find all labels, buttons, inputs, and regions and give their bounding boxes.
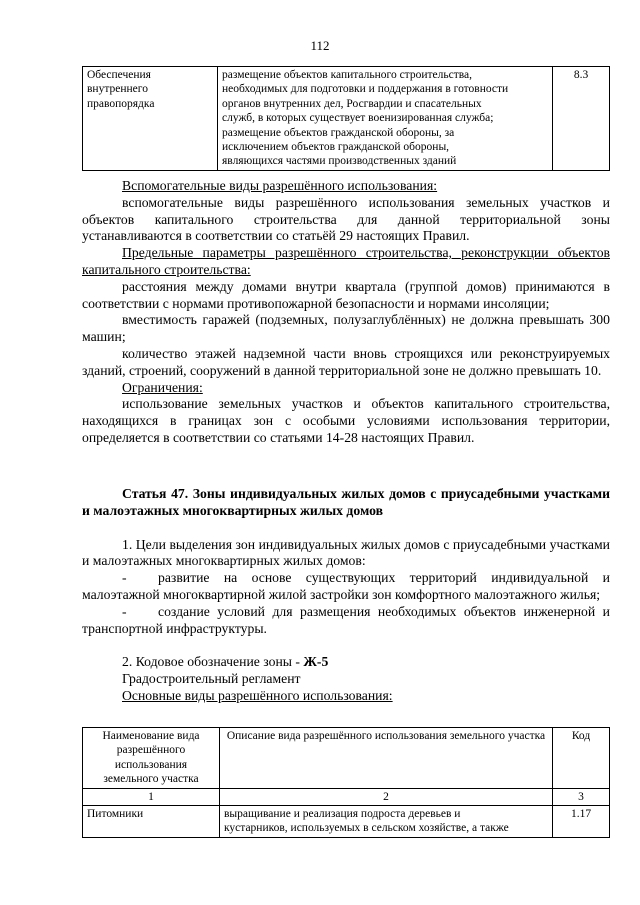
- goal-1: развитие на основе существующих территорий индивидуальной и малоэтажной многоквартирной жилой застройки зон комфортного малоэтажного жилья;: [82, 570, 610, 602]
- regulation-title: Градостроительный регламент: [122, 671, 301, 687]
- header-name: Наименование вида разрешённого использования земельного участка: [83, 728, 220, 789]
- description-line: исключением объектов гражданской обороны,: [222, 141, 450, 154]
- description-line: размещение объектов гражданской обороны, за: [222, 126, 455, 139]
- description-line: необходимых для подготовки и поддержания в готовности: [222, 83, 509, 96]
- table-row: [83, 67, 610, 171]
- bullet-dash: -: [122, 570, 127, 586]
- column-number: 1: [83, 788, 220, 805]
- bullet-dash: -: [122, 603, 127, 619]
- permitted-use-table-bottom: [82, 727, 610, 838]
- table-header-row: [83, 728, 610, 789]
- aux-uses-heading: Вспомогательные виды разрешённого использования:: [122, 178, 438, 193]
- goal-2: создание условий для размещения необходимых объектов инженерной и транспортной инфраструктуры.: [82, 603, 610, 636]
- param-garages: вместимость гаражей (подземных, полузаглублённых) не должна превышать 300 машин;: [82, 312, 610, 345]
- limit-params-heading: Предельные параметры разрешённого строительства, реконструкции объектов капитального строительства:: [82, 245, 610, 277]
- table-row: [83, 806, 610, 838]
- article-title: Статья 47. Зоны индивидуальных жилых домов с приусадебными участками и малоэтажных многоквартирных жилых домов: [82, 486, 610, 518]
- permitted-use-table-top: [82, 66, 610, 171]
- column-number: 2: [220, 788, 553, 805]
- description-line: выращивание и реализация подроста деревьев и: [224, 808, 461, 821]
- page-number: 112: [310, 38, 330, 53]
- description-line: размещение объектов капитального строительства,: [222, 69, 473, 81]
- use-code-cell: 1.17: [553, 806, 610, 838]
- article-body: [82, 486, 610, 705]
- limits-text: использование земельных участков и объектов капитального строительства, находящихся в границах зон с особыми условиями использования территории, определяется в соответствии со статьями 14-28 настоящих Правил.: [82, 396, 610, 445]
- use-name-cell: Питомники: [83, 806, 220, 838]
- description-line: являющихся частями производственных зданий: [222, 155, 457, 168]
- param-distance: расстояния между домами внутри квартала (группой домов) принимаются в соответствии с нормами противопожарной безопасности и нормами инсоляции;: [82, 278, 610, 311]
- article-goals: 1. Цели выделения зон индивидуальных жилых домов с приусадебными участками и малоэтажных многоквартирных жилых домов:: [82, 536, 610, 569]
- header-code: Код: [553, 728, 610, 789]
- limits-heading: Ограничения:: [122, 379, 203, 395]
- param-floors: количество этажей надземной части вновь строящихся или реконструируемых зданий, строений, сооружений в данной территориальной зоне не должно превышать 10.: [82, 345, 610, 378]
- use-name-cell: Обеспечения внутреннего правопорядка: [83, 67, 218, 171]
- aux-uses-text: вспомогательные виды разрешённого использования земельных участков и объектов капитального строительства для данной территориальной зоны устанавливаются в соответствии со статьёй 29 настоящих Правил.: [82, 194, 610, 244]
- section-body: [82, 178, 610, 447]
- zone-code-label: 2. Кодовое обозначение зоны -: [122, 654, 304, 670]
- description-line: служб, в которых существует военизированная служба;: [222, 112, 494, 125]
- description-line: кустарников, используемых в сельском хозяйстве, а также: [224, 822, 509, 835]
- table-number-row: [83, 788, 610, 805]
- use-description-cell: [220, 806, 553, 838]
- use-description-cell: [218, 67, 553, 171]
- zone-code-value: Ж-5: [303, 654, 329, 670]
- column-number: 3: [553, 788, 610, 805]
- use-code-cell: 8.3: [553, 67, 610, 171]
- main-uses-heading: Основные виды разрешённого использования:: [122, 687, 393, 703]
- header-description: Описание вида разрешённого использования земельного участка: [220, 728, 553, 789]
- description-line: органов внутренних дел, Росгвардии и спасательных: [222, 97, 482, 110]
